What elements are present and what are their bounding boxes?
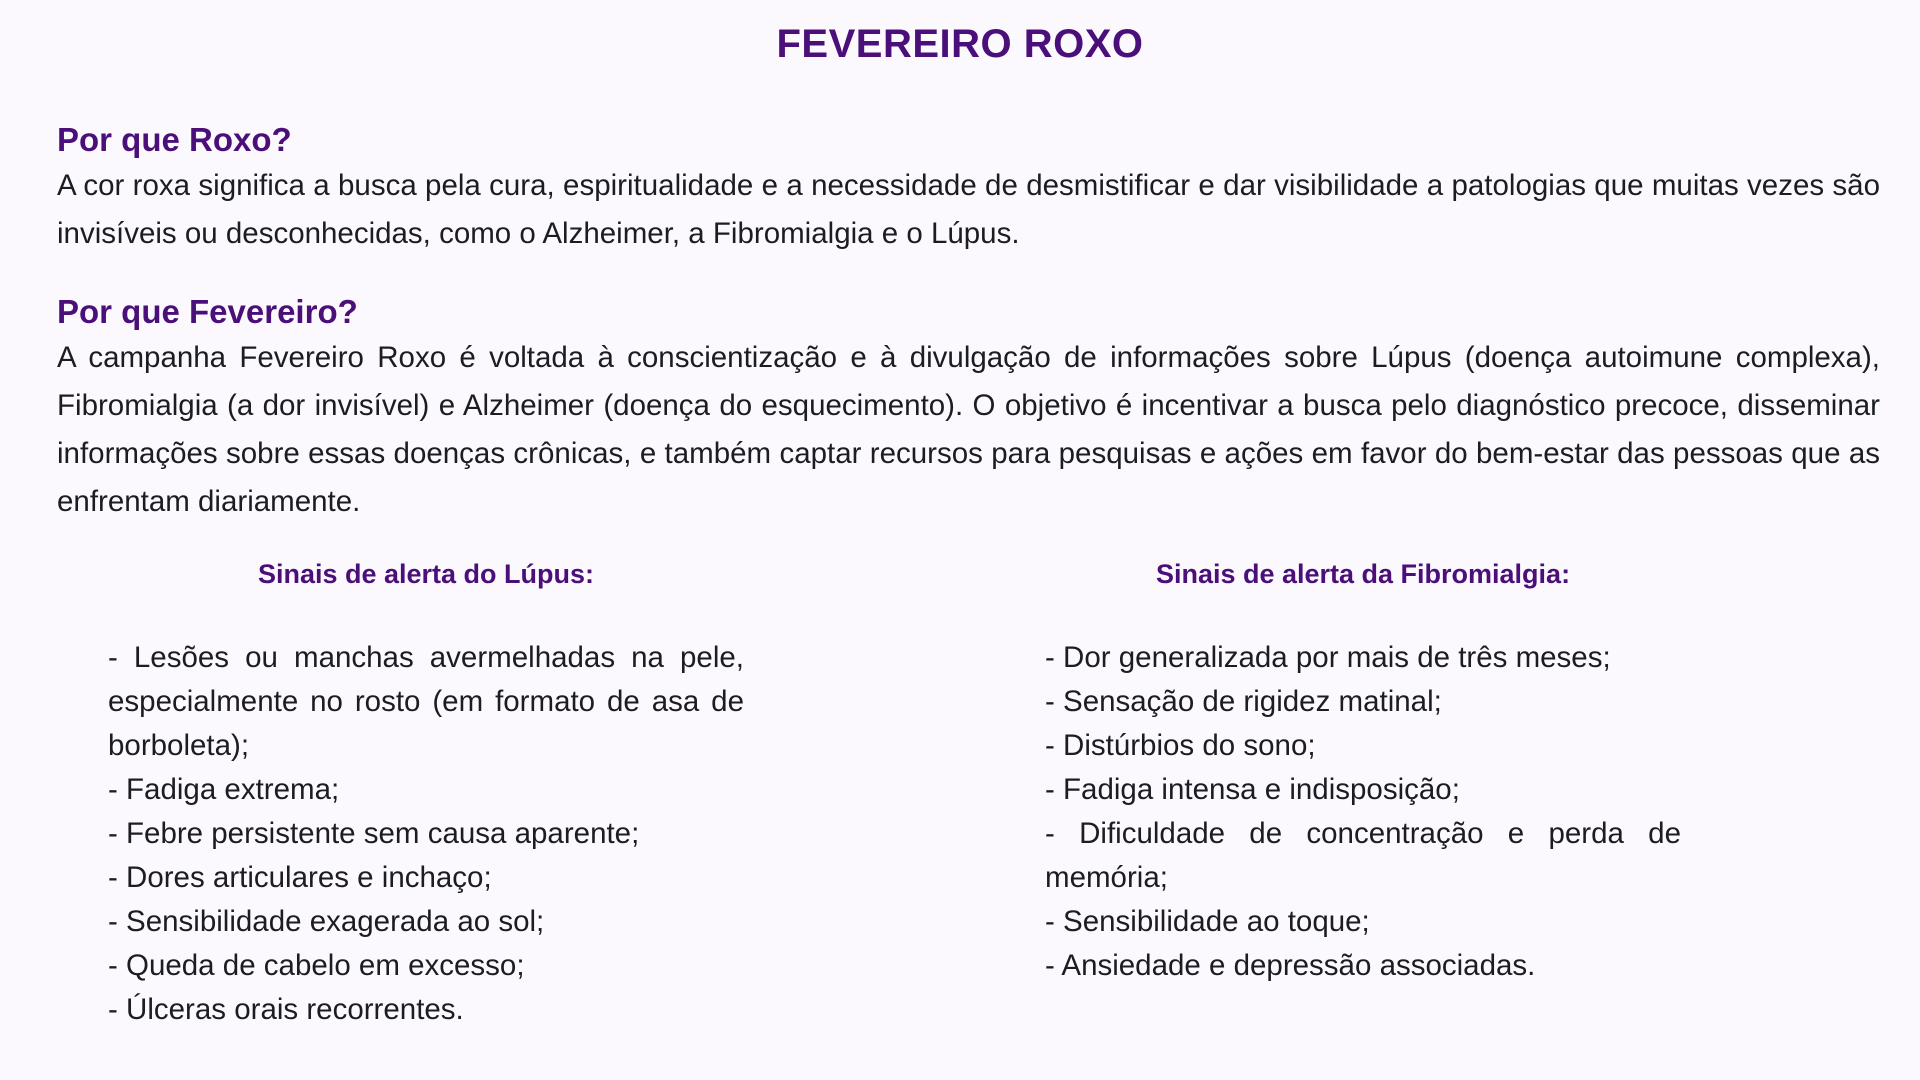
list-item: - Distúrbios do sono; xyxy=(1045,729,1316,762)
list-item: - Dores articulares e inchaço; xyxy=(108,861,492,894)
fibromialgia-list xyxy=(1045,636,1681,988)
fibromialgia-heading: Sinais de alerta da Fibromialgia: xyxy=(1155,559,1571,589)
section-heading: Por que Fevereiro? xyxy=(57,293,358,330)
list-item: - Úlceras orais recorrentes. xyxy=(108,993,464,1026)
list-item: - Sensibilidade ao toque; xyxy=(1045,905,1370,938)
lupus-list xyxy=(108,636,744,1032)
section-heading: Por que Roxo? xyxy=(57,121,292,158)
list-item: - Fadiga intensa e indisposição; xyxy=(1045,773,1460,806)
list-item: - Dor generalizada por mais de três meses; xyxy=(1045,641,1611,674)
section-por-que-fevereiro xyxy=(57,290,1880,526)
list-item: - Sensibilidade exagerada ao sol; xyxy=(108,905,545,938)
list-item: - Sensação de rigidez matinal; xyxy=(1045,685,1442,718)
list-item: - Dificuldade de concentração e perda de memória; xyxy=(1045,817,1681,894)
list-item: - Lesões ou manchas avermelhadas na pele, especialmente no rosto (em formato de asa de borboleta); xyxy=(108,641,744,762)
section-body: A cor roxa significa a busca pela cura, espiritualidade e a necessidade de desmistificar e dar visibilidade a patologias que muitas vezes são invisíveis ou desconhecidas, como o Alzheimer, a Fibromialgia e o Lúpus. xyxy=(57,169,1880,250)
section-body: A campanha Fevereiro Roxo é voltada à conscientização e à divulgação de informações sobre Lúpus (doença autoimune complexa), Fibromialgia (a dor invisível) e Alzheimer (doença do esquecimento). O objetivo é incentivar a busca pelo diagnóstico precoce, disseminar informações sobre essas doenças crônicas, e também captar recursos para pesquisas e ações em favor do bem-estar das pessoas que as enfrentam diariamente. xyxy=(57,341,1880,518)
page-title: FEVEREIRO ROXO xyxy=(776,22,1144,66)
list-item: - Queda de cabelo em excesso; xyxy=(108,949,525,982)
lupus-heading: Sinais de alerta do Lúpus: xyxy=(257,559,595,589)
section-por-que-roxo xyxy=(57,118,1880,258)
list-item: - Ansiedade e depressão associadas. xyxy=(1045,949,1536,982)
list-item: - Febre persistente sem causa aparente; xyxy=(108,817,640,850)
list-item: - Fadiga extrema; xyxy=(108,773,340,806)
